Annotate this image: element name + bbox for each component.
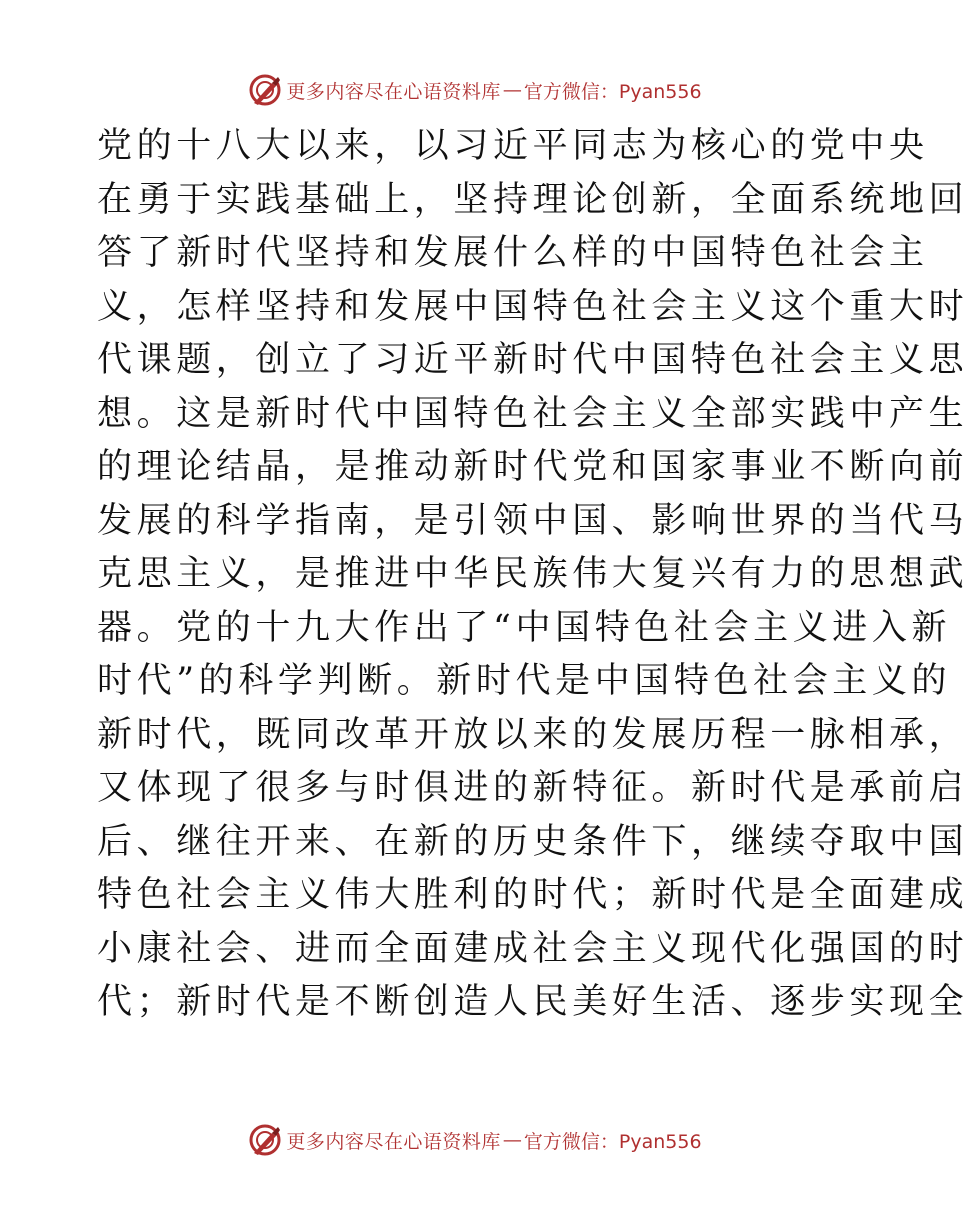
text-line: 时代”的科学判断。新时代是中国特色社会主义的 [97, 661, 952, 701]
text-line: 在勇于实践基础上，坚持理论创新，全面系统地回 [97, 179, 968, 220]
text-line: 党的十八大以来，以习近平同志为核心的党中央 [97, 126, 929, 166]
pen-logo-icon [248, 73, 282, 107]
text-line: 代；新时代是不断创造人民美好生活、逐步实现全 [97, 982, 968, 1022]
text-line: 特色社会主义伟大胜利的时代；新时代是全面建成 [97, 875, 968, 915]
text-line: 又体现了很多与时俱进的新特征。新时代是承前启 [97, 768, 968, 808]
pen-logo-icon [248, 1123, 282, 1157]
text-line: 发展的科学指南，是引领中国、影响世界的当代马 [97, 500, 968, 541]
document-body [97, 120, 968, 1030]
footer-banner [0, 1120, 950, 1160]
banner-subtitle: 官方微信：Pyan556 [523, 80, 702, 103]
text-line: 克思主义，是推进中华民族伟大复兴有力的思想武 [97, 554, 968, 594]
text-line: 后、继往开来、在新的历史条件下，继续夺取中国 [97, 821, 968, 862]
text-line: 新时代，既同改革开放以来的发展历程一脉相承， [97, 714, 968, 755]
banner-separator: — [502, 1129, 522, 1151]
banner-title: 更多内容尽在心语资料库 [286, 80, 501, 103]
text-line: 器。党的十九大作出了“中国特色社会主义进入新 [97, 607, 952, 648]
text-line: 的理论结晶，是推动新时代党和国家事业不断向前 [97, 447, 968, 487]
header-banner [0, 70, 950, 110]
text-line: 想。这是新时代中国特色社会主义全部实践中产生 [97, 393, 968, 434]
text-line: 小康社会、进而全面建成社会主义现代化强国的时 [97, 928, 968, 969]
text-line: 代课题，创立了习近平新时代中国特色社会主义思 [97, 340, 968, 380]
banner-title: 更多内容尽在心语资料库 [286, 1130, 501, 1153]
banner-subtitle: 官方微信：Pyan556 [523, 1130, 702, 1153]
text-line: 义，怎样坚持和发展中国特色社会主义这个重大时 [97, 286, 968, 327]
banner-separator: — [502, 79, 522, 101]
text-line: 答了新时代坚持和发展什么样的中国特色社会主 [97, 233, 929, 273]
